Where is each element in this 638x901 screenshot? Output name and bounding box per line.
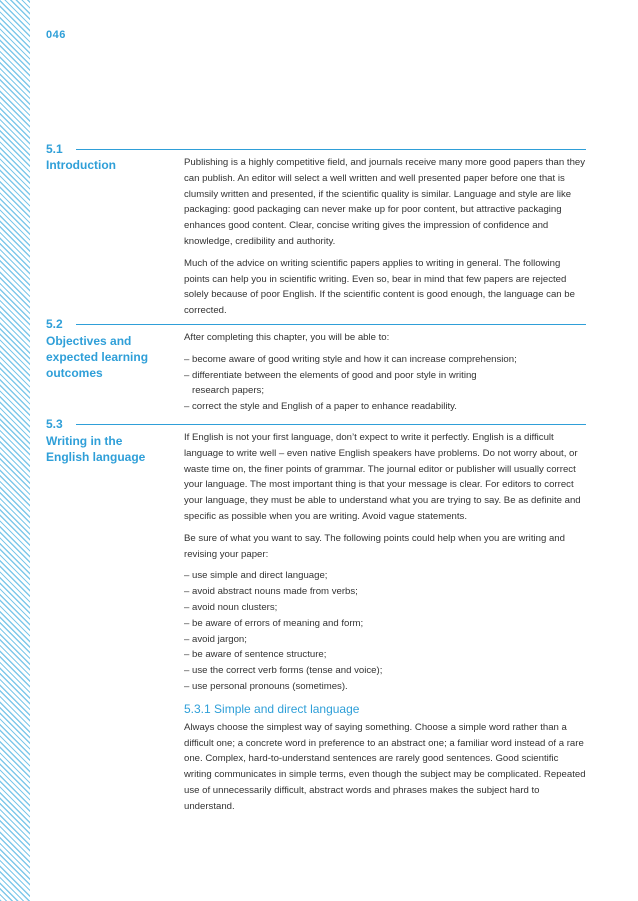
list-item: – use simple and direct language; xyxy=(184,570,328,582)
section-rule-5-2 xyxy=(76,324,586,325)
objectives-list xyxy=(184,352,588,415)
paragraph: Always choose the simplest way of saying something. Choose a simple word rather than a difficult one; a concrete word in preference to an abstract one; a familiar word instead of a rare one. Complex, hard-to-understand sentences are rarely good sentences. Good scientific writing communicates in simple terms, even though the subject may be complicated. Repeated use of unnecessarily difficult, abstract words and phrases makes the subject hard to understand. xyxy=(184,721,586,812)
list-item: – use the correct verb forms (tense and voice); xyxy=(184,665,383,677)
list-item: research papers; xyxy=(192,385,264,397)
section-number-5-1: 5.1 xyxy=(46,142,63,156)
page-number: 046 xyxy=(46,29,66,41)
section-rule-5-1 xyxy=(76,149,586,150)
list-item: – become aware of good writing style and how it can increase comprehension; xyxy=(184,353,517,365)
paragraph: If English is not your first language, don’t expect to write it perfectly. English is a difficult language to write well – even native English speakers have problems. Do not worry about, or waste time on, the finer points of grammar. The journal editor or publisher will usually correct your language. The most important thing is that your message is clear. For editors to correct your language, they must be able to understand what you are trying to say. Be as definite and specific as possible when you are writing. Avoid vague statements. xyxy=(184,432,581,522)
section-body-introduction xyxy=(184,155,588,325)
section-title-objectives: Objectives and expected learning outcomes xyxy=(46,334,149,380)
section-body-writing-english xyxy=(184,430,588,821)
section-title-writing-english: Writing in the English language xyxy=(46,434,146,464)
list-item: – differentiate between the elements of good and poor style in writing xyxy=(184,369,477,381)
list-item: – use personal pronouns (sometimes). xyxy=(184,680,348,692)
list-item: – be aware of sentence structure; xyxy=(184,649,327,661)
list-item: – avoid abstract nouns made from verbs; xyxy=(184,586,358,598)
section-number-5-3: 5.3 xyxy=(46,417,63,431)
writing-tips-list xyxy=(184,568,588,694)
section-title-introduction: Introduction xyxy=(46,158,116,172)
list-item: – avoid noun clusters; xyxy=(184,601,278,613)
paragraph: After completing this chapter, you will be able to: xyxy=(184,332,390,343)
subsection-title: 5.3.1 Simple and direct language xyxy=(184,701,360,716)
section-rule-5-3 xyxy=(76,424,586,425)
section-number-5-2: 5.2 xyxy=(46,317,63,331)
list-item: – be aware of errors of meaning and form; xyxy=(184,617,364,629)
paragraph: Be sure of what you want to say. The following points could help when you are writing and revising your paper: xyxy=(184,532,565,560)
list-item: – avoid jargon; xyxy=(184,633,247,645)
paragraph: Much of the advice on writing scientific papers applies to writing in general. The following points can help you in scientific writing. Even so, bear in mind that few papers are rejected solely because of poor English. If the scientific content is good enough, the language can be corrected. xyxy=(184,257,575,317)
decorative-stripe-border xyxy=(0,0,30,901)
list-item: – correct the style and English of a paper to enhance readability. xyxy=(184,401,457,413)
section-body-objectives xyxy=(184,330,588,421)
paragraph: Publishing is a highly competitive field, and journals receive many more good papers than they can publish. An editor will select a well written and well presented paper before one that is clumsily written and presented, if the scientific quality is similar. Language and style are like packaging: good packaging can never make up for poor content, but attractive packaging enhances good content. Clear, concise writing gives the impression of confidence and knowledge, credibility and authority. xyxy=(184,157,586,247)
